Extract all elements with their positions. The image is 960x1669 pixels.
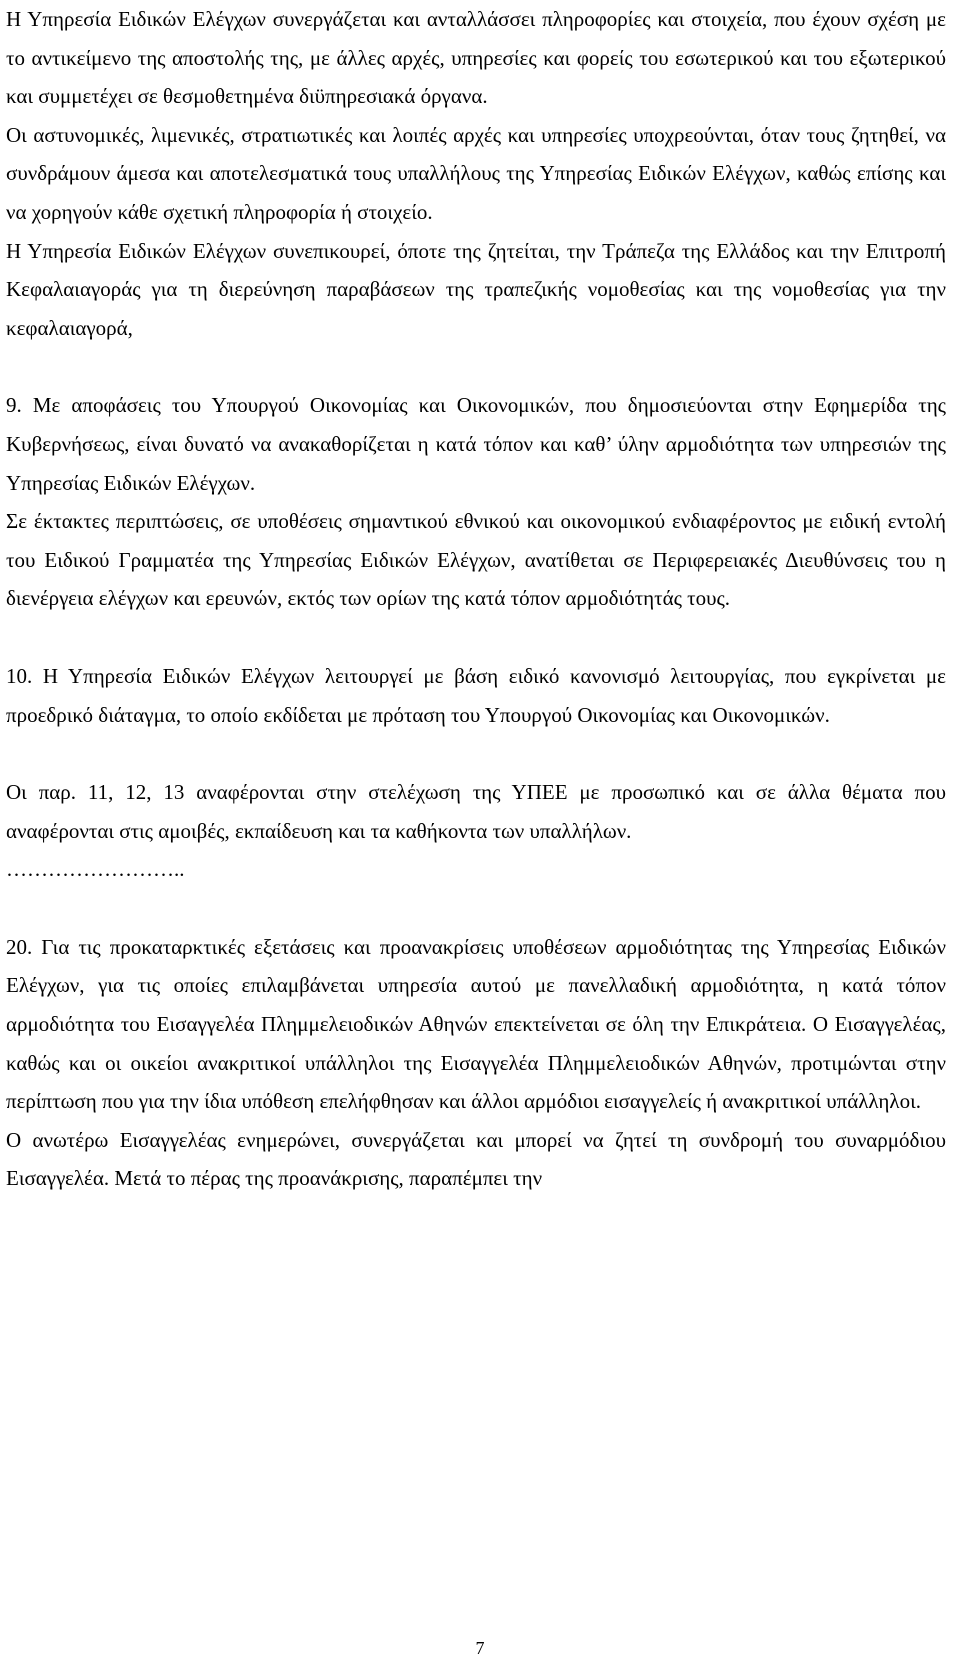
paragraph-prosecutor-cooperation: Ο ανωτέρω Εισαγγελέας ενημερώνει, συνεργάζεται και μπορεί να ζητεί τη συνδρομή του συναρμόδιου Εισαγγελέα. Μετά το πέρας της προανάκρισης, παραπέμπει την <box>6 1127 946 1191</box>
paragraph-authorities-assistance: Οι αστυνομικές, λιμενικές, στρατιωτικές και λοιπές αρχές και υπηρεσίες υποχρεούνται, όταν τους ζητηθεί, να συνδράμουν άμεσα και αποτελεσματικά τους υπαλλήλους της Υπηρεσίας Ειδικών Ελέγχων, καθώς επίσης και να χορηγούν κάθε σχετική πληροφορία ή στοιχείο. <box>6 122 946 224</box>
spacer <box>6 347 946 386</box>
spacer <box>6 889 946 928</box>
spacer <box>6 734 946 773</box>
paragraph-9-ministerial-decisions: 9. Με αποφάσεις του Υπουργού Οικονομίας και Οικονομικών, που δημοσιεύονται στην Εφημερίδα της Κυβερνήσεως, είναι δυνατό να ανακαθορίζεται η κατά τόπον και καθ’ ύλην αρμοδιότητα των υπηρεσιών της Υπηρεσίας Ειδικών Ελέγχων. <box>6 393 946 495</box>
spacer <box>6 618 946 657</box>
paragraph-cooperation: Η Υπηρεσία Ειδικών Ελέγχων συνεργάζεται και ανταλλάσσει πληροφορίες και στοιχεία, που έχουν σχέση με το αντικείμενο της αποστολής της, με άλλες αρχές, υπηρεσίες και φορείς του εσωτερικού και του εξωτερικού και συμμετέχει σε θεσμοθετημένα διϋπηρεσιακά όργανα. <box>6 7 946 109</box>
paragraph-11-13-staffing: Οι παρ. 11, 12, 13 αναφέρονται στην στελέχωση της ΥΠΕΕ με προσωπικό και σε άλλα θέματα που αναφέρονται στις αμοιβές, εκπαίδευση και τα καθήκοντα των υπαλλήλων. <box>6 780 946 843</box>
page-number: 7 <box>475 1638 485 1658</box>
paragraph-10-regulation: 10. Η Υπηρεσία Ειδικών Ελέγχων λειτουργεί με βάση ειδικό κανονισμό λειτουργίας, που εγκρίνεται με προεδρικό διάταγμα, το οποίο εκδίδεται με πρόταση του Υπουργού Οικονομίας και Οικονομικών. <box>6 663 946 727</box>
omission-ellipsis: …………………….. <box>6 857 185 882</box>
document-body <box>6 0 946 1198</box>
paragraph-20-preliminary-investigations: 20. Για τις προκαταρκτικές εξετάσεις και προανακρίσεις υποθέσεων αρμοδιότητας της Υπηρεσίας Ειδικών Ελέγχων, για τις οποίες επιλαμβάνεται υπηρεσία αυτού με πανελλαδική αρμοδιότητα, η κατά τόπον αρμοδιότητα του Εισαγγελέα Πλημμελειοδικών Αθηνών επεκτείνεται σε όλη την Επικράτεια. Ο Εισαγγελέας, καθώς και οι οικείοι ανακριτικοί υπάλληλοι της Εισαγγελέα Πλημμελειοδικών Αθηνών, προτιμώνται στην περίπτωση που για την ίδια υπόθεση επελήφθησαν και άλλοι αρμόδιοι εισαγγελείς ή ανακριτικοί υπάλληλοι. <box>6 934 946 1114</box>
paragraph-exceptional-cases: Σε έκτακτες περιπτώσεις, σε υποθέσεις σημαντικού εθνικού και οικονομικού ενδιαφέροντος με ειδική εντολή του Ειδικού Γραμματέα της Υπηρεσίας Ειδικών Ελέγχων, ανατίθεται σε Περιφερειακές Διευθύνσεις του η διενέργεια ελέγχων και ερευνών, εκτός των ορίων της κατά τόπον αρμοδιότητάς τους. <box>6 509 946 611</box>
paragraph-bank-of-greece: Η Υπηρεσία Ειδικών Ελέγχων συνεπικουρεί, όποτε της ζητείται, την Τράπεζα της Ελλάδος και την Επιτροπή Κεφαλαιαγοράς για τη διερεύνηση παραβάσεων της τραπεζικής νομοθεσίας και της νομοθεσίας για την κεφαλαιαγορά, <box>6 238 946 340</box>
